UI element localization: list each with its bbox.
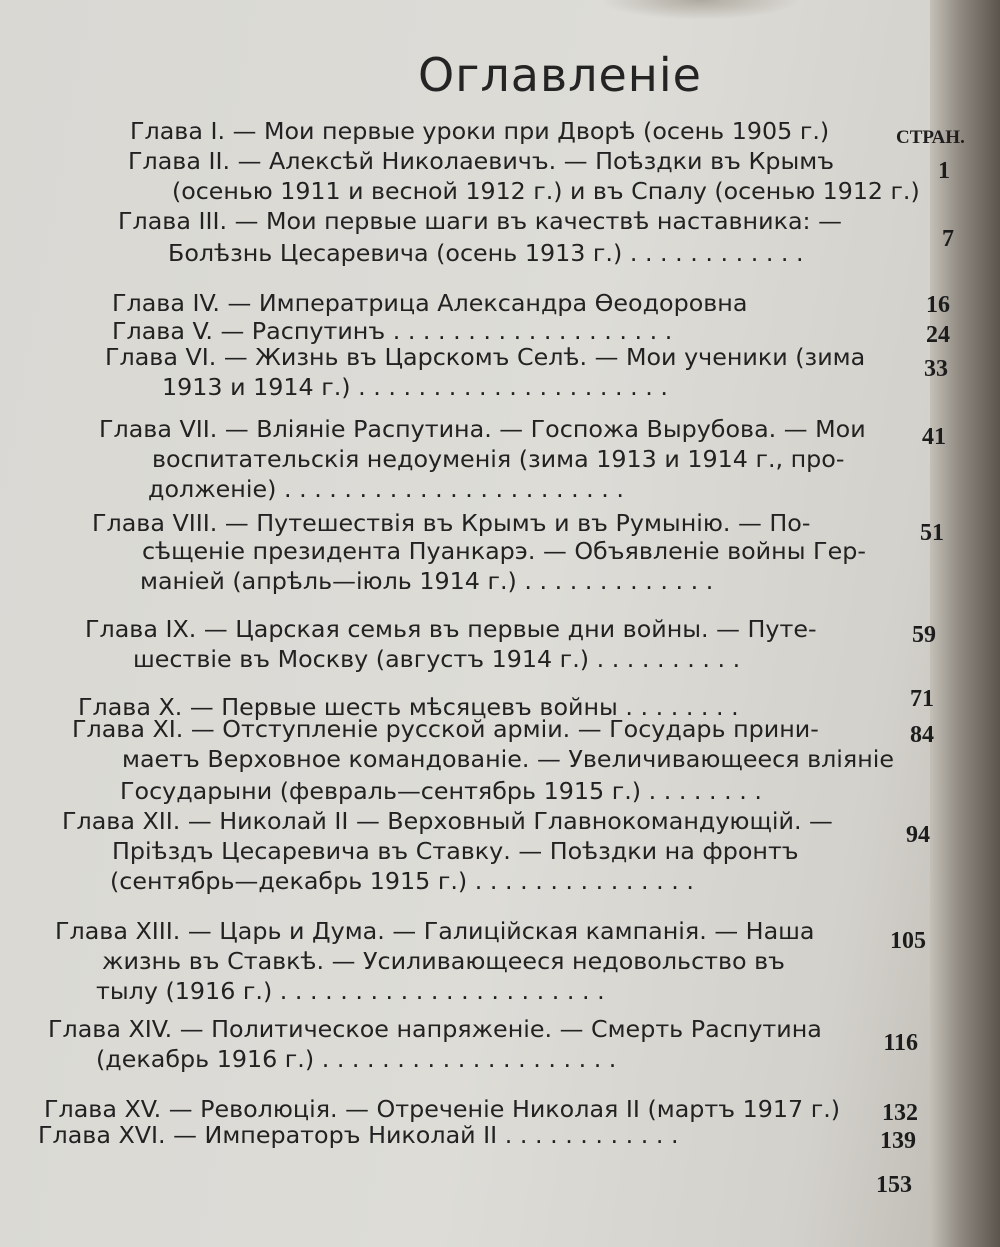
toc-entry-continuation: (декабрь 1916 г.) . . . . . . . . . . . . . . . . . . . . [96,1047,617,1073]
toc-entry-continuation: шествіе въ Москву (августъ 1914 г.) . . . . . . . . . . [133,647,741,673]
toc-page-number: 132 [882,1100,918,1126]
toc-entry-title: Глава XV. — Революція. — Отреченіе Николая II (мартъ 1917 г.) [44,1097,841,1123]
toc-entry-continuation: Пріѣздъ Цесаревича въ Ставку. — Поѣздки на фронтъ [112,839,799,865]
toc-entry-continuation: жизнь въ Ставкѣ. — Усиливающееся недовольство въ [102,949,785,975]
toc-entry-continuation: Государыни (февраль—сентябрь 1915 г.) . . . . . . . . [120,779,762,805]
toc-page-number: 24 [926,322,950,348]
toc-entry-title: Глава VI. — Жизнь въ Царскомъ Селѣ. — Мои ученики (зима [105,345,866,371]
toc-page-number: 153 [876,1172,912,1198]
toc-entry-title: Глава XI. — Отступленіе русской арміи. — Государь прини- [72,717,819,743]
toc-entry-title: Глава III. — Мои первые шаги въ качествѣ наставника: — [118,209,842,235]
toc-page-number: 59 [912,622,936,648]
toc-entry-title: Глава VII. — Вліяніе Распутина. — Госпожа Вырубова. — Мои [99,417,866,443]
toc-entry-title: Глава X. — Первые шесть мѣсяцевъ войны . . . . . . . . [78,695,739,721]
toc-entry-continuation: тылу (1916 г.) . . . . . . . . . . . . . . . . . . . . . . [96,979,605,1005]
toc-entry-title: Глава V. — Распутинъ . . . . . . . . . . . . . . . . . . . [112,319,673,345]
toc-entry-continuation: сѣщеніе президента Пуанкарэ. — Объявленіе войны Гер- [142,539,866,565]
toc-page-number: 105 [890,928,926,954]
toc-page-number: 116 [883,1030,918,1056]
toc-entry-title: Глава VIII. — Путешествія въ Крымъ и въ Румынію. — По- [92,511,811,537]
toc-page-number: 94 [906,822,930,848]
toc-entry-continuation: 1913 и 1914 г.) . . . . . . . . . . . . . . . . . . . . . [162,375,668,401]
toc-entry-continuation: (осенью 1911 и весной 1912 г.) и въ Спалу (осенью 1912 г.) [172,179,920,205]
toc-page-number: 16 [926,292,950,318]
toc-entry-continuation: маніей (апрѣль—іюль 1914 г.) . . . . . . . . . . . . . [140,569,714,595]
toc-entry-title: Глава II. — Алексѣй Николаевичъ. — Поѣздки въ Крымъ [128,149,835,175]
toc-entry-title: Глава XII. — Николай II — Верховный Главнокомандующій. — [62,809,833,835]
toc-page-number: 33 [924,356,948,382]
toc-entry-title: Глава IV. — Императрица Александра Ѳеодоровна [112,291,748,317]
toc-page-number: 71 [910,686,934,712]
toc-page-number: 41 [922,424,946,450]
page-column-header: СТРАН. [896,127,965,148]
toc-page-number: 7 [942,226,954,252]
toc-page-number: 1 [938,158,950,184]
toc-entry-continuation: маетъ Верховное командованіе. — Увеличивающееся вліяніе [122,747,895,773]
toc-entry-continuation: (сентябрь—декабрь 1915 г.) . . . . . . . . . . . . . . . [110,869,694,895]
toc-entry-title: Глава XIII. — Царь и Дума. — Галиційская кампанія. — Наша [55,919,815,945]
toc-page-number: 84 [910,722,934,748]
toc-entry-title: Глава XVI. — Императоръ Николай II . . . . . . . . . . . . [38,1123,679,1149]
page-title: Оглавленіе [418,48,702,102]
toc-entry-continuation: долженіе) . . . . . . . . . . . . . . . . . . . . . . . [148,477,624,503]
toc-entry-continuation: Болѣзнь Цесаревича (осень 1913 г.) . . . . . . . . . . . . [168,241,804,267]
toc-page-number: 139 [880,1128,916,1154]
toc-entry-title: Глава I. — Мои первые уроки при Дворѣ (осень 1905 г.) [130,119,830,145]
toc-entry-title: Глава XIV. — Политическое напряженіе. — Смерть Распутина [48,1017,822,1043]
toc-entry-title: Глава IX. — Царская семья въ первые дни войны. — Путе- [85,617,817,643]
toc-page-number: 51 [920,520,944,546]
toc-entry-continuation: воспитательскія недоуменія (зима 1913 и 1914 г., про- [152,447,845,473]
